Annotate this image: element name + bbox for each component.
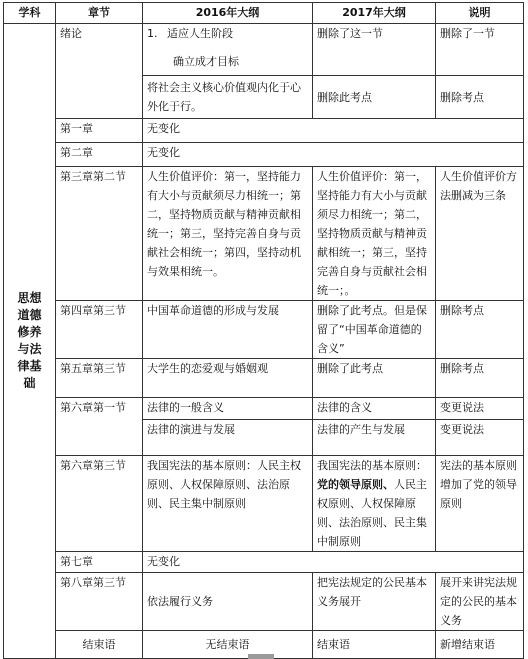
cell-2017: 结束语 bbox=[313, 631, 436, 659]
list-text: 适应人生阶段 bbox=[167, 27, 233, 40]
cell-2016 bbox=[143, 24, 313, 76]
chapter-cell: 第一章 bbox=[56, 119, 143, 143]
chapter-cell: 第八章第三节 bbox=[56, 573, 143, 631]
table-row bbox=[4, 573, 524, 631]
cell-2016: 大学生的恋爱观与婚姻观 bbox=[143, 359, 313, 398]
header-2016: 2016年大纲 bbox=[143, 3, 313, 24]
cell-2017: 删除了此考点。但是保留了“中国革命道德的含义” bbox=[313, 301, 436, 359]
table-row bbox=[4, 167, 524, 301]
header-chapter: 章节 bbox=[56, 3, 143, 24]
table-row bbox=[4, 456, 524, 552]
list-number: 1. bbox=[147, 27, 158, 40]
cell-note: 删除考点 bbox=[436, 301, 524, 359]
chapter-cell: 第二章 bbox=[56, 143, 143, 167]
cell-2017: 删除此考点 bbox=[313, 76, 436, 119]
cell-note: 删除了一节 bbox=[436, 24, 524, 76]
cell-2017: 把宪法规定的公民基本义务展开 bbox=[313, 573, 436, 631]
cell-2016: 无结束语 bbox=[143, 631, 313, 659]
cell-merged: 无变化 bbox=[143, 552, 524, 573]
chapter-cell: 第三章第二节 bbox=[56, 167, 143, 301]
bold-text-run: 党的领导原则、 bbox=[317, 478, 394, 491]
cell-2017: 法律的含义 bbox=[313, 398, 436, 420]
list-text: 确立成才目标 bbox=[173, 55, 239, 68]
chapter-cell: 第四章第三节 bbox=[56, 301, 143, 359]
cell-note: 新增结束语 bbox=[436, 631, 524, 659]
cell-2017 bbox=[313, 456, 436, 552]
cell-2016: 人生价值评价：第一，坚持能力有大小与贡献须尽力相统一；第二，坚持物质贡献与精神贡献相统一；第三，坚持完善自身与贡献社会相统一；第四，坚持动机与效果相统一。 bbox=[143, 167, 313, 301]
cell-note: 展开来讲宪法规定的公民的基本义务 bbox=[436, 573, 524, 631]
cell-note: 人生价值评价方法删减为三条 bbox=[436, 167, 524, 301]
syllabus-comparison-table bbox=[3, 2, 524, 659]
cell-2016: 法律的演进与发展 bbox=[143, 420, 313, 456]
table-row bbox=[4, 301, 524, 359]
text-run: 我国宪法的基本原则： bbox=[317, 459, 427, 472]
cell-2016: 中国革命道德的形成与发展 bbox=[143, 301, 313, 359]
cell-note: 删除考点 bbox=[436, 76, 524, 119]
chapter-cell: 第六章第一节 bbox=[56, 398, 143, 456]
subject-cell: 思想道德修养与法律基础 bbox=[4, 24, 56, 659]
chapter-cell: 第七章 bbox=[56, 552, 143, 573]
header-2017: 2017年大纲 bbox=[313, 3, 436, 24]
table-row bbox=[4, 398, 524, 420]
cell-2017: 删除了此考点 bbox=[313, 359, 436, 398]
header-note: 说明 bbox=[436, 3, 524, 24]
cell-2016: 依法履行义务 bbox=[143, 573, 313, 631]
cell-merged: 无变化 bbox=[143, 119, 524, 143]
table-row bbox=[4, 119, 524, 143]
table-row bbox=[4, 24, 524, 76]
cell-note: 变更说法 bbox=[436, 420, 524, 456]
table-row bbox=[4, 359, 524, 398]
cell-note: 删除考点 bbox=[436, 359, 524, 398]
table-row bbox=[4, 552, 524, 573]
header-row bbox=[4, 3, 524, 24]
cell-note: 宪法的基本原则增加了党的领导原则 bbox=[436, 456, 524, 552]
cell-2017: 人生价值评价：第一，坚持能力有大小与贡献须尽力相统一；第二，坚持物质贡献与精神贡献相统一；第三，坚持完善自身与贡献社会相统一；。 bbox=[313, 167, 436, 301]
cell-merged: 无变化 bbox=[143, 143, 524, 167]
chapter-cell: 第六章第三节 bbox=[56, 456, 143, 552]
cell-2017: 法律的产生与发展 bbox=[313, 420, 436, 456]
cell-note: 变更说法 bbox=[436, 398, 524, 420]
scroll-indicator bbox=[248, 654, 274, 659]
table-row bbox=[4, 143, 524, 167]
text-run: 人民主权原则、人权保障原则、法治原则、民主集中制原则 bbox=[317, 478, 427, 548]
chapter-cell: 第五章第三节 bbox=[56, 359, 143, 398]
cell-2016: 将社会主义核心价值观内化于心外化于行。 bbox=[143, 76, 313, 119]
cell-2016: 我国宪法的基本原则：人民主权原则、人权保障原则、法治原则、民主集中制原则 bbox=[143, 456, 313, 552]
chapter-cell: 结束语 bbox=[56, 631, 143, 659]
cell-2017: 删除了这一节 bbox=[313, 24, 436, 76]
header-subject: 学科 bbox=[4, 3, 56, 24]
chapter-cell: 绪论 bbox=[56, 24, 143, 119]
cell-2016: 法律的一般含义 bbox=[143, 398, 313, 420]
